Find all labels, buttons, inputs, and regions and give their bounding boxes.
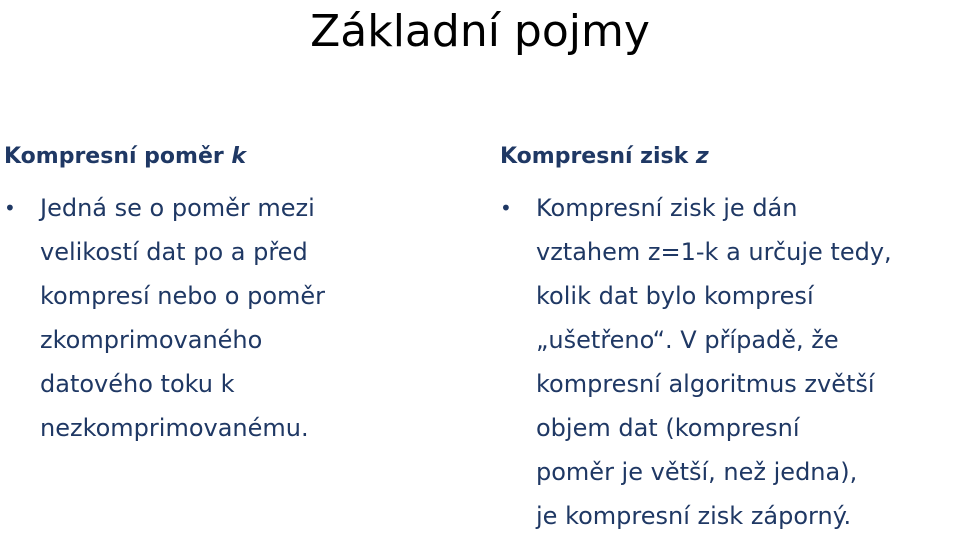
right-bullet-line: „ušetřeno“. V případě, že [536,326,839,354]
right-bullet-line: poměr je větší, než jedna), [536,458,858,486]
left-bullet-text [40,186,444,450]
left-bullet [4,186,444,450]
bullet-dot-icon: • [500,196,512,220]
left-bullet-line: datového toku k [40,370,235,398]
right-bullet-text [536,186,958,538]
left-heading-variable: k [231,144,247,169]
slide-title: Základní pojmy [310,6,650,57]
right-heading-variable: z [695,144,709,169]
left-bullet-line: velikostí dat po a před [40,238,308,266]
left-bullet-line: kompresí nebo o poměr [40,282,326,310]
right-bullet-line: kolik dat bylo kompresí [536,282,814,310]
right-bullet-line: vztahem z=1-k a určuje tedy, [536,238,892,266]
left-bullet-line: nezkomprimovanému. [40,414,309,442]
left-bullet-line: Jedná se o poměr mezi [40,194,315,222]
left-column [4,140,444,450]
right-column [500,140,958,538]
left-heading [4,140,444,174]
right-heading-text: Kompresní zisk [500,144,696,169]
right-bullet-line: objem dat (kompresní [536,414,800,442]
right-bullet [500,186,958,538]
left-heading-text: Kompresní poměr [4,144,232,169]
right-bullet-line: je kompresní zisk záporný. [536,502,852,530]
right-bullet-line: kompresní algoritmus zvětší [536,370,875,398]
right-heading [500,140,958,174]
bullet-dot-icon: • [4,196,16,220]
left-bullet-line: zkomprimovaného [40,326,263,354]
right-bullet-line: Kompresní zisk je dán [536,194,798,222]
